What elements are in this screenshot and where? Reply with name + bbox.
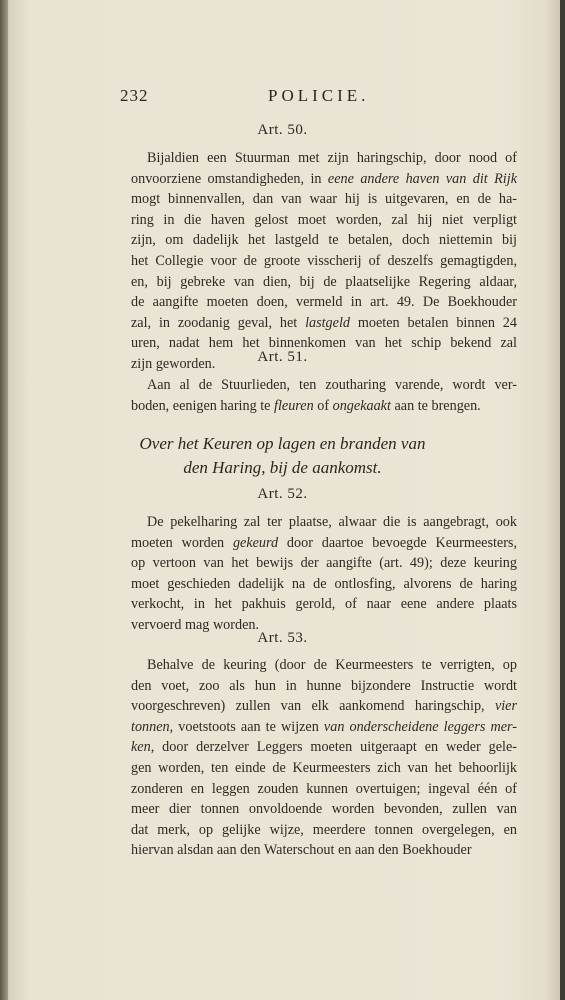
- text-line: moet geschieden dadelijk na de ontlosfing, alvorens de haring: [131, 575, 517, 592]
- text-line: op vertoon van het bewijs der aangifte (art. 49); deze keuring: [131, 555, 517, 572]
- page-number: 232: [120, 86, 149, 105]
- text-line: dat merk, op gelijke wijze, meerdere tonnen overgelegen, en: [131, 821, 517, 838]
- text-line: verkocht, in het pakhuis gerold, of naar eene andere plaats: [131, 596, 517, 613]
- text-line: vervoerd mag worden.: [131, 616, 260, 633]
- article-50-heading: Art. 50.: [257, 122, 308, 138]
- text-line: het Collegie voor de groote visscherij of deszelfs gemagtigden,: [131, 252, 517, 269]
- article-51-text: [131, 375, 517, 416]
- italic-phrase: vier: [494, 698, 517, 715]
- article-53-text: [131, 655, 517, 861]
- text-line: zonderen en leggen zouden kunnen overtuigen; ingeval één of: [131, 780, 517, 797]
- italic-phrase: lastgeld: [305, 314, 350, 331]
- text-line: tonnen, voetstoots aan te wijzen van onderscheidene leggers mer-: [131, 718, 517, 735]
- text-line: Aan al de Stuurlieden, ten zoutharing varende, wordt ver-: [147, 377, 517, 393]
- text-line: de aangifte moeten doen, vermeld in art. 49. De Boekhouder: [131, 294, 517, 311]
- text-line: voorgeschreven) zullen van elk aankomend haringschip, vier: [131, 698, 517, 715]
- text-line: ring in die haven gelost moet worden, zal hij niet verpligt: [131, 211, 517, 228]
- text-line: zijn, om dadelijk het lastgeld te betalen, doch niettemin bij: [131, 232, 517, 249]
- text-line: uren, nadat hem het binnenkomen van het schip bekend zal: [131, 335, 517, 352]
- italic-phrase: van onderscheidene leggers mer-: [323, 718, 517, 735]
- italic-phrase: ken: [131, 739, 151, 756]
- text-line: De pekelharing zal ter plaatse, alwaar die is aangebragt, ook: [147, 514, 517, 530]
- article-52-heading: Art. 52.: [257, 486, 308, 502]
- text-line: Behalve de keuring (door de Keurmeesters te verrigten, op: [147, 657, 517, 673]
- text-line: mogt binnenvallen, dan van waar hij is uitgevaren, en de ha-: [131, 191, 517, 208]
- text-line: Bijaldien een Stuurman met zijn haringschip, door nood of: [147, 150, 517, 166]
- text-line: zijn geworden.: [131, 355, 216, 372]
- text-line: boden, eenigen haring te fleuren of ongekaakt aan te brengen.: [131, 397, 481, 414]
- article-51-heading: Art. 51.: [257, 349, 308, 365]
- section-heading-line-2: den Haring, bij de aankomst.: [183, 458, 382, 477]
- italic-phrase: eene andere haven van dit Rijk: [327, 170, 517, 187]
- text-line: zal, in zoodanig geval, het lastgeld moeten betalen binnen 24: [131, 314, 517, 331]
- running-head: POLICIE.: [268, 86, 370, 105]
- text-line: den voet, zoo als hun in hunne bijzondere Instructie wordt: [131, 677, 517, 694]
- italic-phrase: fleuren: [274, 397, 314, 414]
- text-line: en, bij gebreke van dien, bij de plaatselijke Regering aldaar,: [131, 273, 517, 290]
- text-line: ken, door derzelver Leggers moeten uitgeraapt en weder gele-: [131, 739, 517, 756]
- italic-phrase: tonnen: [131, 718, 170, 735]
- article-53-heading: Art. 53.: [257, 630, 308, 646]
- text-line: hiervan alsdan aan den Waterschout en aan den Boekhouder: [131, 842, 472, 859]
- section-heading-line-1: Over het Keuren op lagen en branden van: [139, 434, 426, 453]
- text-line: moeten worden gekeurd door daartoe bevoegde Keurmeesters,: [131, 534, 518, 551]
- text-line: meer dier tonnen onvoldoende worden bevonden, zullen van: [131, 801, 517, 818]
- section-heading: [0, 432, 565, 480]
- italic-phrase: gekeurd: [232, 534, 279, 551]
- article-52-text: [131, 512, 517, 636]
- page-header: [118, 86, 518, 112]
- italic-phrase: ongekaakt: [332, 397, 391, 414]
- text-line: onvoorziene omstandigheden, in eene andere haven van dit Rijk: [131, 170, 517, 187]
- article-50-text: [131, 148, 517, 375]
- text-line: gen worden, ten einde de Keurmeesters zich van het behoorlijk: [131, 759, 517, 776]
